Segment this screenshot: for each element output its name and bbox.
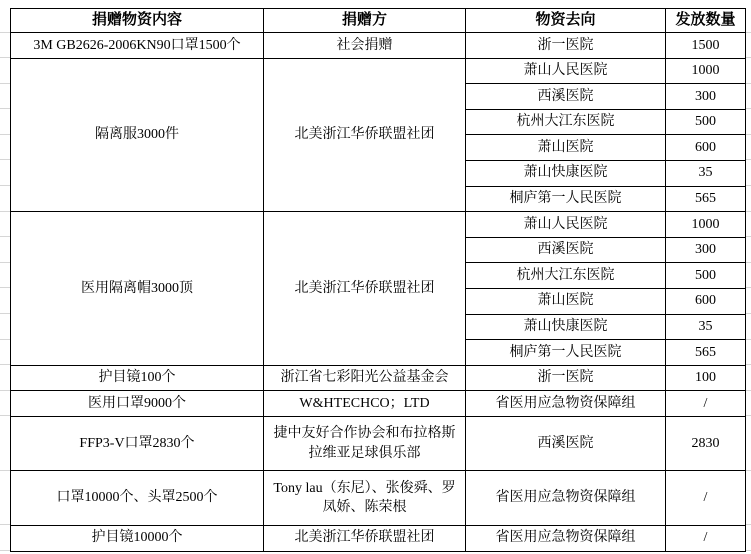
gridline-stub — [0, 415, 10, 416]
table-cell: 省医用应急物资保障组 — [466, 471, 666, 526]
gridline-stub — [0, 339, 10, 340]
table-cell: 萧山快康医院 — [466, 314, 666, 340]
gridline-stub — [0, 313, 10, 314]
gridline-stub — [746, 287, 751, 288]
table-cell: 萧山医院 — [466, 288, 666, 314]
gridline-stub — [746, 390, 751, 391]
table-cell: 100 — [666, 365, 746, 391]
table-cell: Tony lau（东尼）、张俊舜、罗凤娇、陈荣根 — [264, 471, 466, 526]
table-cell: 护目镜10000个 — [11, 525, 264, 551]
column-header: 物资去向 — [466, 9, 666, 33]
table-cell: 杭州大江东医院 — [466, 109, 666, 135]
gridline-stub — [0, 134, 10, 135]
gridline-stub — [746, 313, 751, 314]
gridline-stub — [0, 83, 10, 84]
table-cell: 萧山医院 — [466, 135, 666, 161]
gridline-stub — [746, 262, 751, 263]
gridline-stub — [0, 236, 10, 237]
table-cell: 省医用应急物资保障组 — [466, 525, 666, 551]
table-cell: W&HTECHCO；LTD — [264, 391, 466, 417]
table-cell: 浙一医院 — [466, 33, 666, 59]
table-cell: 565 — [666, 340, 746, 366]
gridline-stub — [746, 524, 751, 525]
gridline-stub — [746, 236, 751, 237]
table-cell: 萧山人民医院 — [466, 58, 666, 84]
table-cell: 500 — [666, 109, 746, 135]
table-cell: 北美浙江华侨联盟社团 — [264, 525, 466, 551]
header-row — [11, 9, 746, 33]
gridline-stub — [746, 32, 751, 33]
gridline-stub — [746, 550, 751, 551]
table-row — [11, 212, 746, 238]
table-cell: 西溪医院 — [466, 416, 666, 471]
gridline-stub — [0, 364, 10, 365]
gridline-stub — [746, 470, 751, 471]
gridline-stub — [0, 185, 10, 186]
table-cell: 省医用应急物资保障组 — [466, 391, 666, 417]
table-cell: 300 — [666, 84, 746, 110]
table-cell: 西溪医院 — [466, 84, 666, 110]
table-cell: 35 — [666, 160, 746, 186]
donation-table — [10, 8, 746, 552]
table-row — [11, 525, 746, 551]
gridline-stub — [746, 185, 751, 186]
column-header: 发放数量 — [666, 9, 746, 33]
table-cell: 浙一医院 — [466, 365, 666, 391]
gridline-stub — [0, 159, 10, 160]
table-cell: 300 — [666, 237, 746, 263]
table-cell: 500 — [666, 263, 746, 289]
gridline-stub — [746, 211, 751, 212]
gridline-stub — [746, 415, 751, 416]
column-header: 捐赠物资内容 — [11, 9, 264, 33]
table-cell: 西溪医院 — [466, 237, 666, 263]
table-cell: 1000 — [666, 212, 746, 238]
table-cell: 600 — [666, 288, 746, 314]
table-row — [11, 365, 746, 391]
table-cell: 护目镜100个 — [11, 365, 264, 391]
table-cell: 医用口罩9000个 — [11, 391, 264, 417]
table-cell: 萧山快康医院 — [466, 160, 666, 186]
gridline-stub — [746, 108, 751, 109]
column-header: 捐赠方 — [264, 9, 466, 33]
table-cell: 2830 — [666, 416, 746, 471]
table-cell: 社会捐赠 — [264, 33, 466, 59]
gridline-stub — [0, 32, 10, 33]
table-cell: / — [666, 391, 746, 417]
gridline-stub — [746, 339, 751, 340]
table-cell: 杭州大江东医院 — [466, 263, 666, 289]
table-row — [11, 416, 746, 471]
table-cell: 桐庐第一人民医院 — [466, 340, 666, 366]
gridline-stub — [0, 524, 10, 525]
table-cell: 1500 — [666, 33, 746, 59]
table-cell: 医用隔离帽3000顶 — [11, 212, 264, 366]
table-cell: 浙江省七彩阳光公益基金会 — [264, 365, 466, 391]
gridline-stub — [0, 262, 10, 263]
gridline-stub — [0, 108, 10, 109]
table-row — [11, 58, 746, 84]
table-header — [11, 9, 746, 33]
gridline-stub — [746, 364, 751, 365]
table-row — [11, 33, 746, 59]
table-cell: 捷中友好合作协会和布拉格斯拉维亚足球俱乐部 — [264, 416, 466, 471]
table-cell: 3M GB2626-2006KN90口罩1500个 — [11, 33, 264, 59]
table-cell: 北美浙江华侨联盟社团 — [264, 58, 466, 212]
gridline-stub — [0, 390, 10, 391]
gridline-stub — [0, 550, 10, 551]
table-cell: 隔离服3000件 — [11, 58, 264, 212]
table-cell: / — [666, 471, 746, 526]
table-row — [11, 471, 746, 526]
gridline-stub — [0, 211, 10, 212]
table-cell: 1000 — [666, 58, 746, 84]
table-cell: 35 — [666, 314, 746, 340]
gridline-stub — [0, 470, 10, 471]
gridline-stub — [746, 83, 751, 84]
gridline-stub — [746, 134, 751, 135]
table-cell: 565 — [666, 186, 746, 212]
gridline-stub — [746, 57, 751, 58]
gridline-stub — [746, 159, 751, 160]
gridline-stub — [0, 287, 10, 288]
table-body — [11, 33, 746, 552]
table-cell: 口罩10000个、头罩2500个 — [11, 471, 264, 526]
table-cell: 600 — [666, 135, 746, 161]
table-row — [11, 391, 746, 417]
gridline-stub — [0, 57, 10, 58]
table-cell: 萧山人民医院 — [466, 212, 666, 238]
table-cell: 桐庐第一人民医院 — [466, 186, 666, 212]
table-cell: 北美浙江华侨联盟社团 — [264, 212, 466, 366]
table-cell: / — [666, 525, 746, 551]
table-cell: FFP3-V口罩2830个 — [11, 416, 264, 471]
